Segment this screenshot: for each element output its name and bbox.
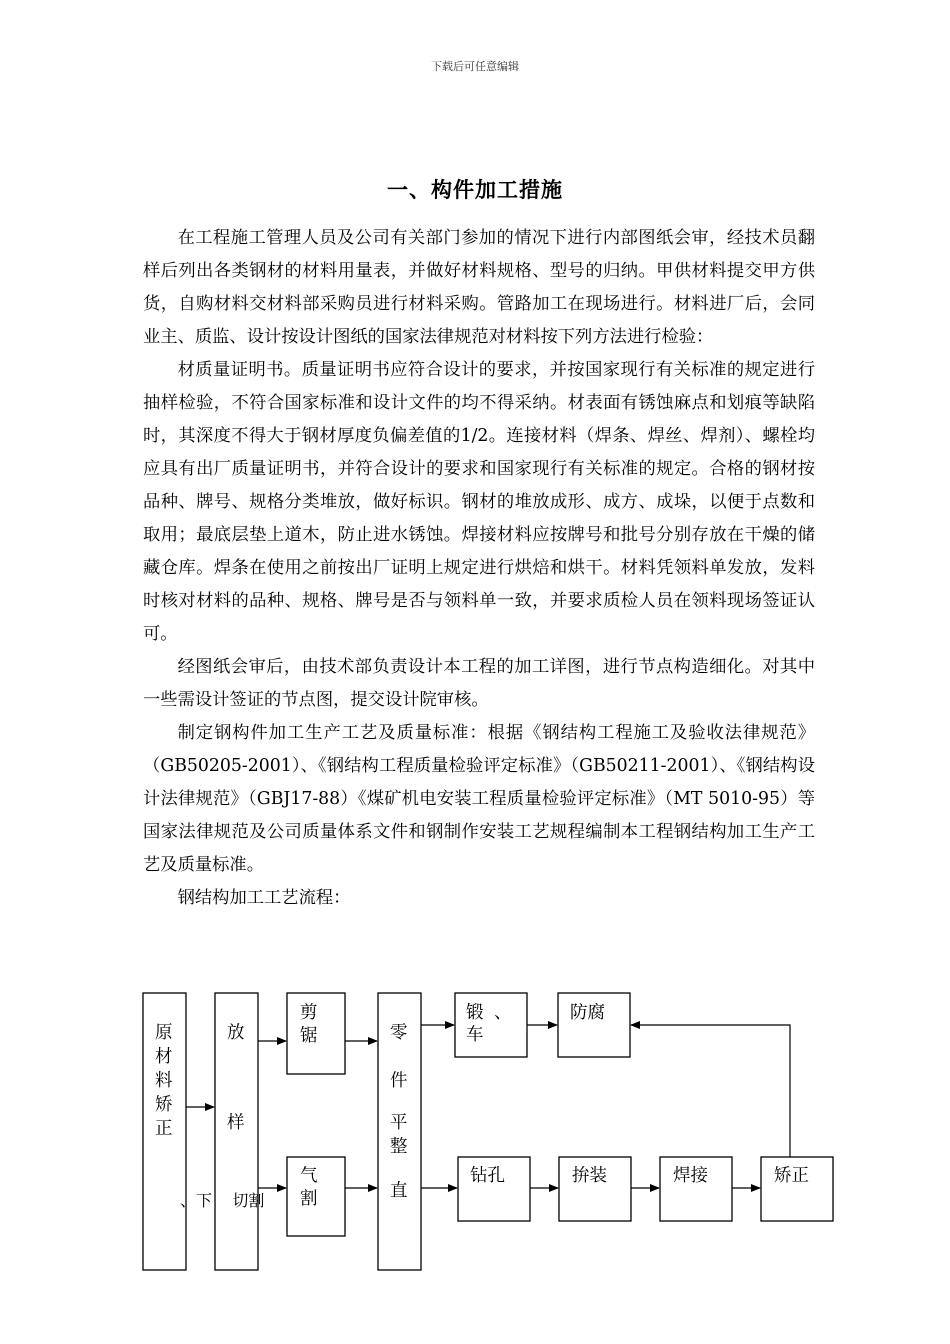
box10-label: 焊接 [673,1166,708,1186]
box6-char-1: 锻 [466,1003,484,1023]
box8-label: 钻孔 [470,1166,505,1186]
header-note: 下载后可任意编辑 [431,60,519,73]
paragraph-1: 在工程施工管理人员及公司有关部门参加的情况下进行内部图纸会审，经技术员翻样后列出各类钢材的材料用量表，并做好材料规格、型号的归纳。甲供材料提交甲方供货，自购材料交材料部采购员进行材料采购。管路加工在现场进行。材料进厂后，会同业主、质监、设计按设计图纸的国家法律规范对材料按下列方法进行检验： [143,228,815,347]
box1-char-4: 矫 [155,1095,173,1115]
box1-char-2: 材 [155,1047,173,1067]
box4-char-1: 气 [300,1166,318,1186]
box9-label: 拚装 [572,1166,607,1186]
box3-char-2: 锯 [300,1026,318,1046]
box1-char-1: 原 [155,1023,173,1043]
paragraph-5: 钢结构加工工艺流程： [177,888,351,908]
box1-char-5: 正 [155,1119,173,1139]
arrow-11-7 [631,1025,790,1157]
box5-char-1: 零 [390,1023,408,1043]
box11-label: 矫正 [774,1166,809,1186]
box5-char-5: 直 [390,1181,408,1201]
overlapping-text: 、下 切割 [180,1191,265,1210]
box5-char-3: 平 [390,1113,408,1133]
box1-char-3: 料 [155,1071,173,1091]
box4-char-2: 割 [300,1189,318,1209]
paragraph-4: 制定钢构件加工生产工艺及质量标准：根据《钢结构工程施工及验收法律规范》（GB50205-2001）、《钢结构工程质量检验评定标准》（GB50211-2001）、《钢结构设计法律规范》（GBJ17-88）《煤矿机电安装工程质量检验评定标准》（MT 5010-95）等国家法律规范及公司质量体系文件和钢制作安装工艺规程编制本工程钢结构加工生产工艺及质量标准。 [143,723,815,875]
box5-char-4: 整 [390,1137,408,1157]
paragraph-2: 材质量证明书。质量证明书应符合设计的要求，并按国家现行有关标准的规定进行抽样检验，不符合国家标准和设计文件的均不得采纳。材表面有锈蚀麻点和划痕等缺陷时，其深度不得大于钢材厚度负偏差值的1/2。连接材料（焊条、焊丝、焊剂）、螺栓均应具有出厂质量证明书，并符合设计的要求和国家现行有关标准的规定。合格的钢材按品种、牌号、规格分类堆放，做好标识。钢材的堆放成形、成方、成垛，以便于点数和取用；最底层垫上道木，防止进水锈蚀。焊接材料应按牌号和批号分别存放在干燥的储藏仓库。焊条在使用之前按出厂证明上规定进行烘焙和烘干。材料凭领料单发放，发料时核对材料的品种、规格、牌号是否与领料单一致，并要求质检人员在领料现场签证认可。 [143,360,815,644]
box2-char-1: 放 [227,1023,245,1043]
box6-char-2: 、 [494,1003,512,1023]
section-title: 一、构件加工措施 [387,177,563,202]
paragraph-3: 经图纸会审后，由技术部负责设计本工程的加工详图，进行节点构造细化。对其中一些需设计签证的节点图，提交设计院审核。 [143,657,815,710]
box5-char-2: 件 [390,1071,408,1091]
box3-char-1: 剪 [300,1003,318,1023]
box2-char-2: 样 [227,1113,245,1133]
box7-label: 防腐 [570,1003,605,1023]
box6-char-3: 车 [466,1025,484,1045]
